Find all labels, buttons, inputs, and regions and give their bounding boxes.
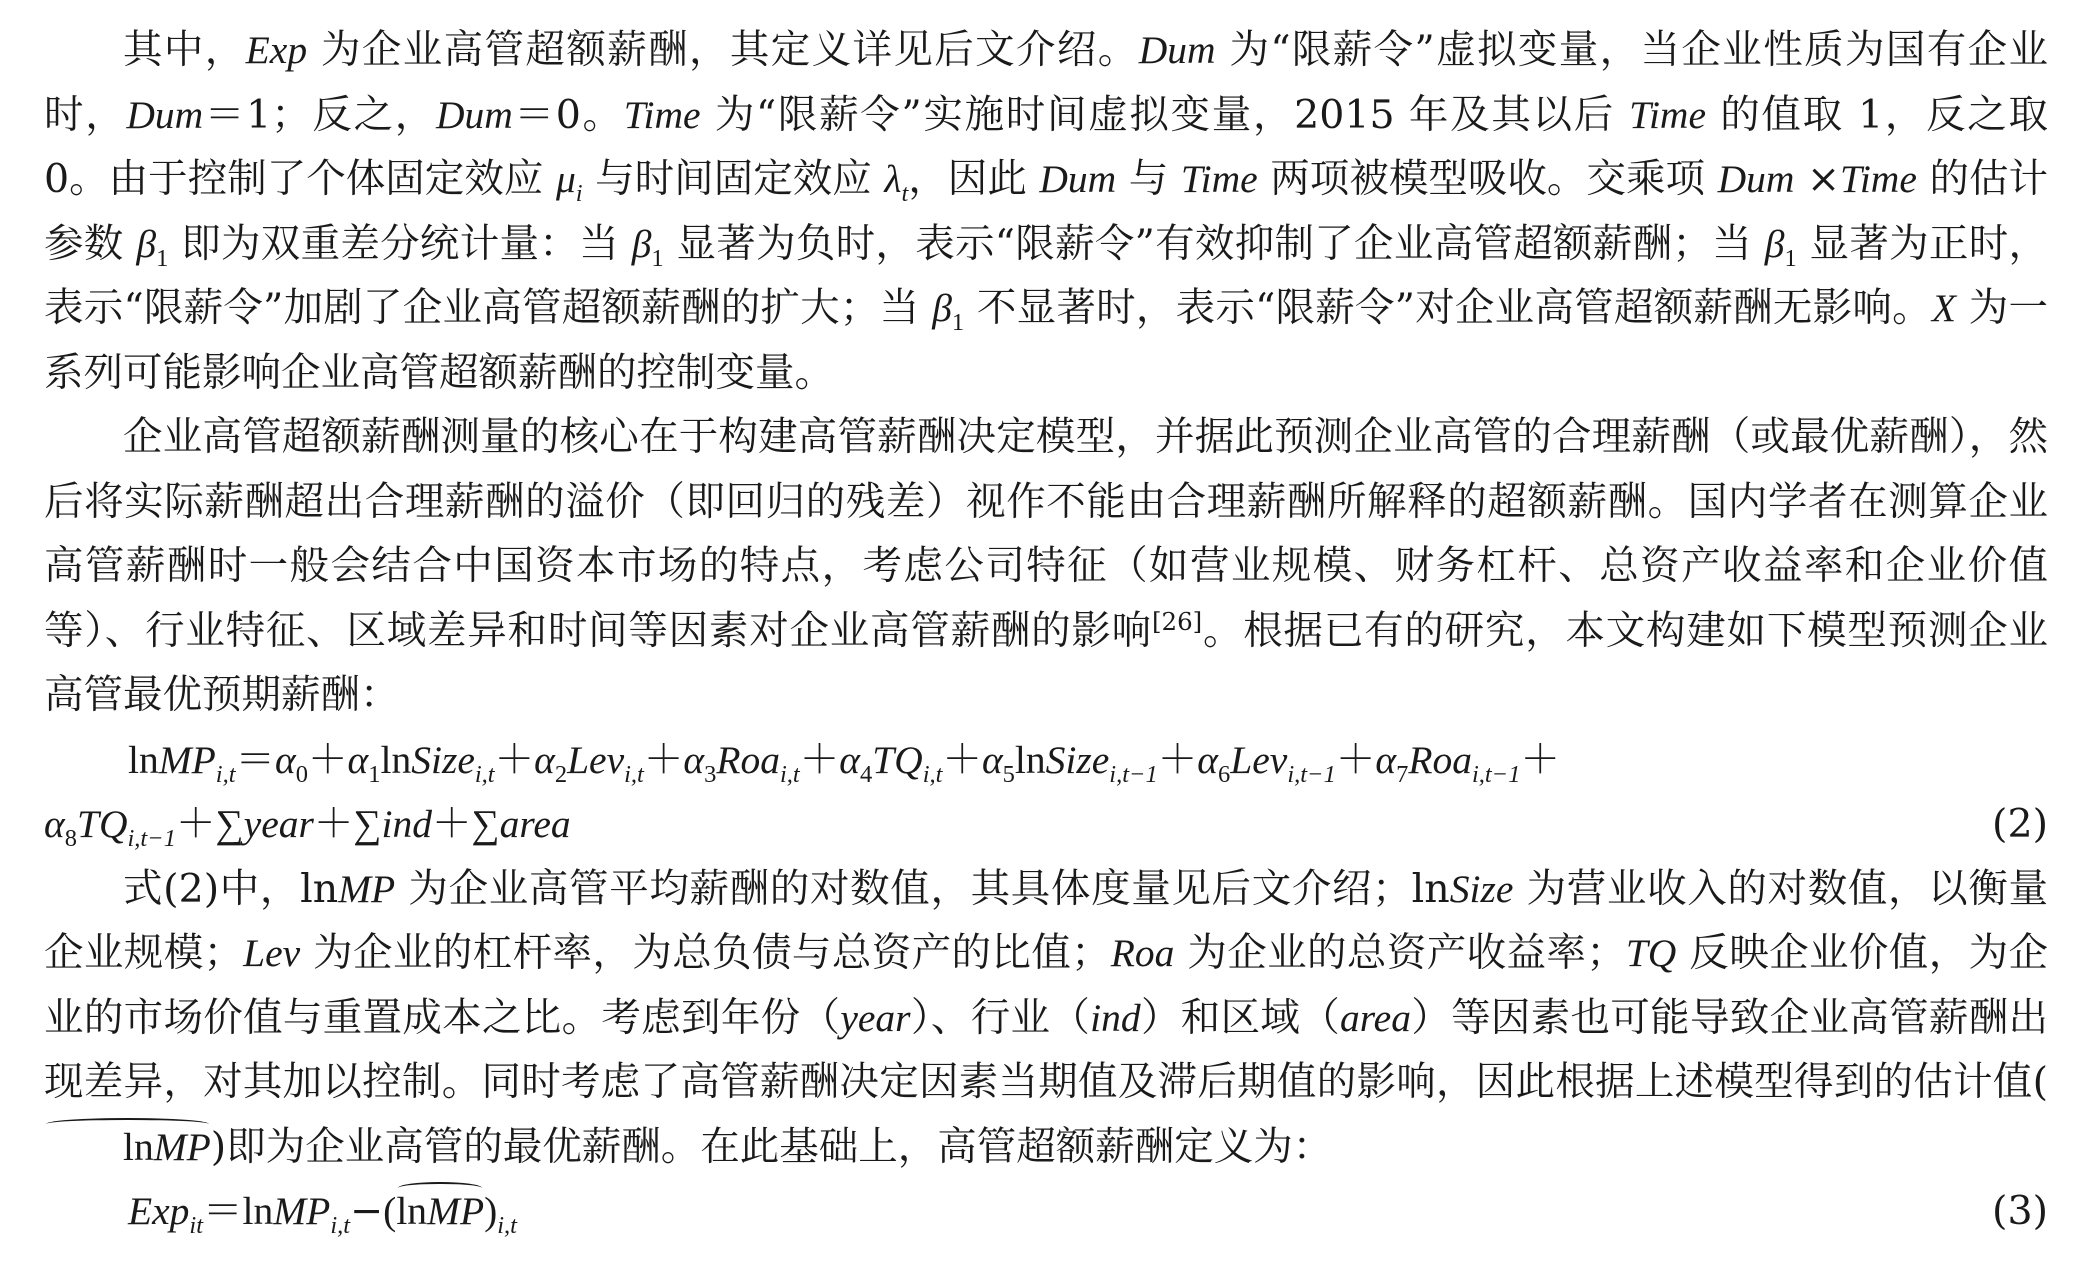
math-ln: ln — [123, 1124, 154, 1169]
math-minus: − — [350, 1188, 384, 1234]
math-sum: ∑ — [471, 802, 500, 846]
text: 与 — [1116, 156, 1181, 202]
math-var-beta: β — [932, 286, 952, 330]
math-var-exp: Exp — [245, 28, 308, 72]
math-var-exp: Exp — [128, 1189, 190, 1233]
math-subscript: i,t — [779, 760, 800, 788]
paragraph-model-construction — [44, 405, 2048, 728]
math-subscript: 5 — [1002, 760, 1015, 788]
text: 为企业的杠杆率，为总负债与总资产的比值； — [300, 930, 1111, 976]
text: × — [1794, 156, 1841, 202]
math-subscript: 3 — [704, 760, 717, 788]
math-plus: ＋ — [799, 736, 840, 783]
text: 为企业高管超额薪酬，其定义详见后文介绍。 — [307, 27, 1139, 73]
math-subscript: i,t−1 — [1287, 760, 1336, 788]
math-var-area: area — [499, 802, 571, 846]
math-subscript: i,t — [330, 1211, 351, 1239]
math-subscript: i,t — [922, 760, 943, 788]
text: 式(2)中，ln — [123, 865, 339, 912]
math-var-x: X — [1931, 286, 1956, 330]
math-subscript: 7 — [1396, 760, 1409, 788]
math-alpha: α — [44, 802, 65, 846]
math-var-dum: Dum — [1039, 157, 1117, 201]
text: ＝0。 — [512, 91, 624, 138]
math-ln: ln — [1014, 737, 1046, 782]
math-plus: ＋ — [313, 801, 354, 847]
math-var-time: Time — [1840, 157, 1917, 201]
math-subscript: i,t — [624, 760, 644, 788]
math-equals: ＝ — [203, 1188, 243, 1234]
math-alpha: α — [347, 737, 369, 782]
math-var-year: year — [243, 802, 314, 846]
text: 的值取 1，反之取 0。由于控制了个体固定效应 — [44, 91, 2048, 202]
text: 两项被模型吸收。交乘项 — [1257, 156, 1718, 202]
equation-3 — [44, 1179, 2048, 1244]
math-var-time: Time — [623, 92, 701, 137]
text: 即为双重差分统计量：当 — [168, 220, 632, 267]
math-var-area: area — [1340, 995, 1411, 1040]
math-var-lev: Lev — [567, 737, 625, 782]
text: ）和区域（ — [1140, 994, 1341, 1041]
math-var-dum: Dum — [1717, 157, 1795, 201]
math-var-mp: MP — [338, 866, 396, 911]
math-var-tq: TQ — [76, 802, 128, 846]
math-subscript: 1 — [368, 760, 381, 788]
text: 为“限薪令”虚拟变量，当企业性质为国有企业时， — [44, 27, 2048, 138]
equation-number: (3) — [1992, 1188, 2048, 1234]
math-subscript: t — [901, 179, 909, 207]
math-var-roa: Roa — [1408, 737, 1472, 782]
paper-page — [44, 18, 2048, 1244]
text: 与时间固定效应 — [582, 156, 885, 202]
math-alpha: α — [1197, 737, 1219, 782]
text: 为一系列可能影响企业高管超额薪酬的控制变量。 — [44, 285, 2048, 396]
math-var-beta: β — [1764, 221, 1785, 266]
math-var-dum: Dum — [1138, 28, 1216, 72]
math-subscript: i — [575, 179, 583, 207]
math-var-roa: Roa — [1110, 931, 1175, 975]
text: 其中， — [123, 27, 246, 73]
math-subscript: it — [189, 1211, 204, 1239]
math-var-lev: Lev — [243, 931, 301, 975]
text: ，因此 — [908, 156, 1040, 202]
math-var-mu: μ — [555, 157, 576, 201]
math-plus: ＋ — [494, 736, 535, 783]
text: 显著为负时，表示“限薪令”有效抑制了企业高管超额薪酬；当 — [663, 220, 1765, 267]
math-paren: ) — [484, 1189, 498, 1233]
text: 的估计参数 — [44, 156, 2048, 267]
math-subscript: 4 — [859, 760, 873, 788]
math-hat-lnmp — [44, 1115, 211, 1180]
text: )即为企业高管的最优薪酬。在此基础上，高管超额薪酬定义为： — [210, 1123, 1333, 1170]
text: 不显著时，表示“限薪令”对企业高管超额薪酬无影响。 — [964, 285, 1932, 331]
math-subscript: 6 — [1218, 760, 1231, 788]
math-subscript: i,t−1 — [1109, 760, 1158, 788]
math-plus: ＋ — [308, 736, 348, 783]
text: 。根据已有的研究，本文构建如下模型预测企业高管最优预期薪酬： — [44, 607, 2049, 718]
math-var-ind: ind — [381, 802, 432, 846]
text: ＝1；反之， — [203, 91, 437, 138]
math-var-mp: MP — [427, 1189, 485, 1233]
math-ln: ln — [242, 1189, 274, 1233]
math-ln: ln — [128, 737, 159, 782]
paragraph-variable-explanation — [44, 857, 2048, 1180]
math-subscript: i,t−1 — [127, 824, 176, 852]
text: ）、行业（ — [910, 994, 1091, 1041]
citation-reference[interactable]: [26] — [1151, 606, 1203, 636]
math-subscript: 0 — [295, 760, 308, 788]
math-plus: ＋ — [175, 801, 216, 847]
math-subscript: 2 — [554, 760, 568, 788]
math-plus: ＋ — [1520, 736, 1560, 783]
math-alpha: α — [683, 737, 705, 782]
math-alpha: α — [981, 737, 1003, 782]
math-subscript: i,t — [474, 760, 495, 788]
math-plus: ＋ — [432, 801, 472, 847]
text: 为企业的总资产收益率； — [1174, 930, 1626, 976]
math-alpha: α — [839, 737, 860, 782]
math-hat-lnmp — [396, 1179, 484, 1244]
text: 显著为正时，表示“限薪令”加剧了企业高管超额薪酬的扩大；当 — [44, 220, 2048, 331]
equation-2-line-1 — [44, 728, 2048, 793]
math-var-dum: Dum — [436, 92, 513, 137]
math-sum: ∑ — [215, 802, 244, 846]
math-subscript: i,t — [497, 1211, 517, 1239]
math-subscript: i,t — [215, 760, 236, 788]
text: 企业高管超额薪酬测量的核心在于构建高管薪酬决定模型，并据此预测企业高管的合理薪酬（或最优薪酬），然后将实际薪酬超出合理薪酬的溢价（即回归的残差）视作不能由合理薪酬所解释的超额薪酬。国内学者在测算企业高管薪酬时一般会结合中国资本市场的特点，考虑公司特征（如营业规模、财务杠杆、总资产收益率和企业价值等）、行业特征、区域差异和时间等因素对企业高管薪酬的影响 — [44, 414, 2048, 654]
math-var-size: Size — [1449, 866, 1514, 911]
math-var-size: Size — [411, 737, 475, 782]
math-var-tq: TQ — [1625, 931, 1677, 975]
math-subscript: i,t−1 — [1471, 760, 1521, 788]
math-var-dum: Dum — [126, 92, 204, 137]
math-var-roa: Roa — [716, 737, 780, 782]
math-alpha: α — [534, 737, 555, 782]
math-subscript: 1 — [156, 244, 169, 272]
math-alpha: α — [275, 737, 296, 782]
equation-2-line-2 — [44, 792, 2048, 857]
math-ln: ln — [380, 737, 412, 782]
math-var-time: Time — [1629, 92, 1706, 137]
math-sum: ∑ — [353, 802, 382, 846]
math-plus: ＋ — [1157, 736, 1198, 783]
math-var-year: year — [840, 995, 911, 1040]
text: 为企业高管平均薪酬的对数值，其具体度量见后文介绍；ln — [395, 865, 1450, 912]
math-var-ind: ind — [1090, 995, 1141, 1040]
math-var-size: Size — [1045, 737, 1110, 782]
math-var-beta: β — [136, 221, 157, 266]
math-alpha: α — [1375, 737, 1397, 782]
math-var-mp: MP — [158, 737, 216, 782]
math-equals: ＝ — [235, 736, 276, 783]
math-subscript: 8 — [64, 824, 77, 852]
math-plus: ＋ — [643, 736, 684, 783]
math-var-lambda: λ — [884, 157, 902, 201]
math-subscript: 1 — [1784, 244, 1797, 272]
math-plus: ＋ — [1335, 736, 1376, 783]
text: ）等因素也可能导致企业高管薪酬出现差异，对其加以控制。同时考虑了高管薪酬决定因素当期值及滞后期值的影响，因此根据上述模型得到的估计值( — [44, 994, 2049, 1105]
equation-number: (2) — [1992, 801, 2048, 847]
math-var-beta: β — [631, 221, 652, 266]
math-subscript: 1 — [951, 308, 965, 336]
paragraph-variable-definitions — [44, 18, 2048, 405]
math-var-lev: Lev — [1230, 737, 1288, 782]
text: 为“限薪令”实施时间虚拟变量，2015 年及其以后 — [700, 91, 1630, 138]
text: 为营业收入的对数值，以衡量企业规模； — [44, 865, 2048, 976]
math-var-time: Time — [1180, 157, 1258, 201]
math-var-tq: TQ — [872, 737, 923, 782]
math-subscript: 1 — [651, 244, 664, 272]
math-var-mp: MP — [153, 1124, 211, 1169]
text: 反映企业价值，为企业的市场价值与重置成本之比。考虑到年份（ — [44, 930, 2049, 1041]
math-plus: ＋ — [942, 736, 982, 783]
math-paren: ( — [383, 1189, 397, 1233]
math-var-mp: MP — [273, 1189, 331, 1233]
math-ln: ln — [396, 1189, 428, 1233]
